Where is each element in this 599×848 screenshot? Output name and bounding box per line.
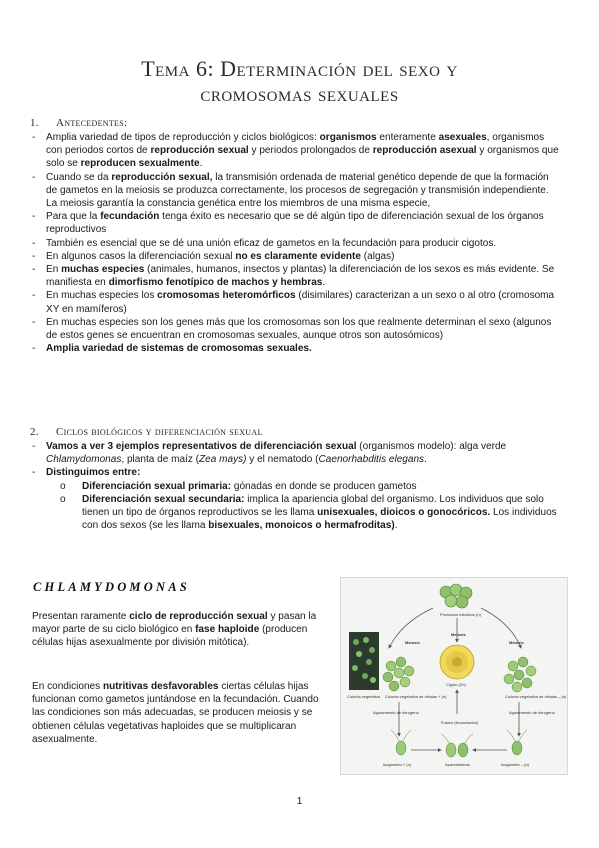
label-meiosis-left: Meiosis <box>405 640 420 645</box>
label-colony: Colonia vegetativa <box>347 694 380 699</box>
gamete-minus <box>507 730 527 755</box>
gamete-plus <box>391 730 411 755</box>
sub-list-item: o Diferenciación sexual primaria: gónadas en donde se producen gametos <box>60 480 417 492</box>
label-mitotic-products: Productos mitóticos (n) <box>440 612 481 617</box>
section-heading-antecedentes <box>30 117 127 129</box>
list-item: - Vamos a ver 3 ejemplos representativos de diferenciación sexual (organismos modelo): alga verde Chlamydomonas, planta de maíz (Zea mays) y el nematodo (Caenorhabditis elegans. <box>32 441 507 466</box>
list-item: - Para que la fecundación tenga éxito es necesario que se dé algún tipo de diferenciación sexual de los órganos reproductivos <box>32 211 544 236</box>
section-title: Antecedentes: <box>56 117 128 129</box>
ciclos-list <box>32 440 562 532</box>
sub-list-item: o Diferenciación sexual secundaria: implica la apariencia global del organismo. Los individuos que solo tienen un tipo de órganos reproductivos se les llama unisexuales, dioicos o gonocóricos. Los individuos con dos sexos (se les llama bisexuales, monoicos o hermafroditas). <box>60 493 557 532</box>
zygote-image <box>440 645 474 679</box>
title-line-1: Tema 6: Determinación del sexo y <box>141 56 458 81</box>
list-item: - Amplia variedad de tipos de reproducción y ciclos biológicos: organismos enteramente asexuales, organismos con periodos cortos de reproducción sexual y periodos prolongados de reproducción asexual y organismos que solo se reproducen sexualmente. <box>32 132 559 170</box>
list-item: - En muchas especies los cromosomas heteromórficos (disimilares) caracterizan a un sexo o al otro (cromosoma XY en mamíferos) <box>32 290 555 315</box>
label-zygote: Cigoto (2n) <box>446 682 466 687</box>
label-starvation-left: Agotamiento de nitrógeno <box>373 710 419 715</box>
life-cycle-diagram <box>341 578 567 774</box>
section-title: Ciclos biológicos y diferenciación sexual <box>56 426 263 438</box>
section-heading-ciclos <box>30 426 263 438</box>
list-item: - En muchas especies (animales, humanos, insectos y plantas) la diferenciación de los sexos es más evidente. Se manifiesta en dimorfismo fenotípico de machos y hembras. <box>32 264 555 289</box>
page-title <box>0 56 599 106</box>
antecedentes-list <box>32 131 562 355</box>
list-item: - En algunos casos la diferenciación sexual no es claramente evidente (algas) <box>32 250 395 262</box>
label-meiosis-right: Meiosis <box>509 640 524 645</box>
list-item: - Distinguimos entre: <box>32 467 141 479</box>
title-line-2: cromosomas sexuales <box>200 81 399 106</box>
label-colony-minus: Colonia vegetativa de células – (n) <box>505 694 567 699</box>
mitotic-products-cluster <box>440 584 472 608</box>
page-number: 1 <box>296 796 303 807</box>
colony-minus-cluster <box>504 657 536 692</box>
label-isogamete-plus: Isogameto + (n) <box>383 762 412 767</box>
paragraph-1: Presentan raramente ciclo de reproducción sexual y pasan la mayor parte de su ciclo biológico en fase haploide (producen células hijas asexualmente por división mitótica). <box>32 611 317 649</box>
label-starvation-right: Agotamiento de nitrógeno <box>509 710 555 715</box>
label-pairing: Apareamiento <box>445 762 470 767</box>
label-isogamete-minus: Isogameto – (n) <box>501 762 530 767</box>
subsection-title: CHLAMYDOMONAS <box>33 580 190 594</box>
vegetative-colony-image <box>349 632 379 690</box>
list-item: - También es esencial que se dé una unión eficaz de gametos en la fecundación para producir cigotos. <box>32 237 497 249</box>
gamete-pair <box>441 734 473 757</box>
list-item: - En muchas especies son los genes más que los cromosomas son los que realmente determinan el sexo (algunos de estos genes se encuentran en cromosomas sexuales, aunque otros son autosómicos) <box>32 316 552 342</box>
chlamydomonas-life-cycle-figure <box>340 577 568 775</box>
section-number: 1. <box>30 117 39 129</box>
label-colony-plus: Colonia vegetativa de células + (n) <box>385 694 447 699</box>
label-meiosis-center: Meiosis <box>451 632 466 637</box>
list-item: - Cuando se da reproducción sexual, la transmisión ordenada de material genético depende de que la formación de gametos en la meiosis se produzca correctamente, los procesos de segregación y transmisión independiente. La meiosis garantía la constancia genética entre los miembros de una misma especie, <box>32 171 549 210</box>
label-fusion: Fusión (fecundación) <box>441 720 479 725</box>
colony-plus-cluster <box>383 657 414 691</box>
paragraph-2: En condiciones nutritivas desfavorables ciertas células hijas funcionan como gametos juntándose en la fecundación. Cuando las condiciones son más adecuadas, se producen meiosis y se obtienen células vegetativas haploides que se multiplicaran asexualmente. <box>32 681 319 745</box>
list-item: - Amplia variedad de sistemas de cromosomas sexuales. <box>32 343 312 355</box>
section-number: 2. <box>30 426 39 438</box>
